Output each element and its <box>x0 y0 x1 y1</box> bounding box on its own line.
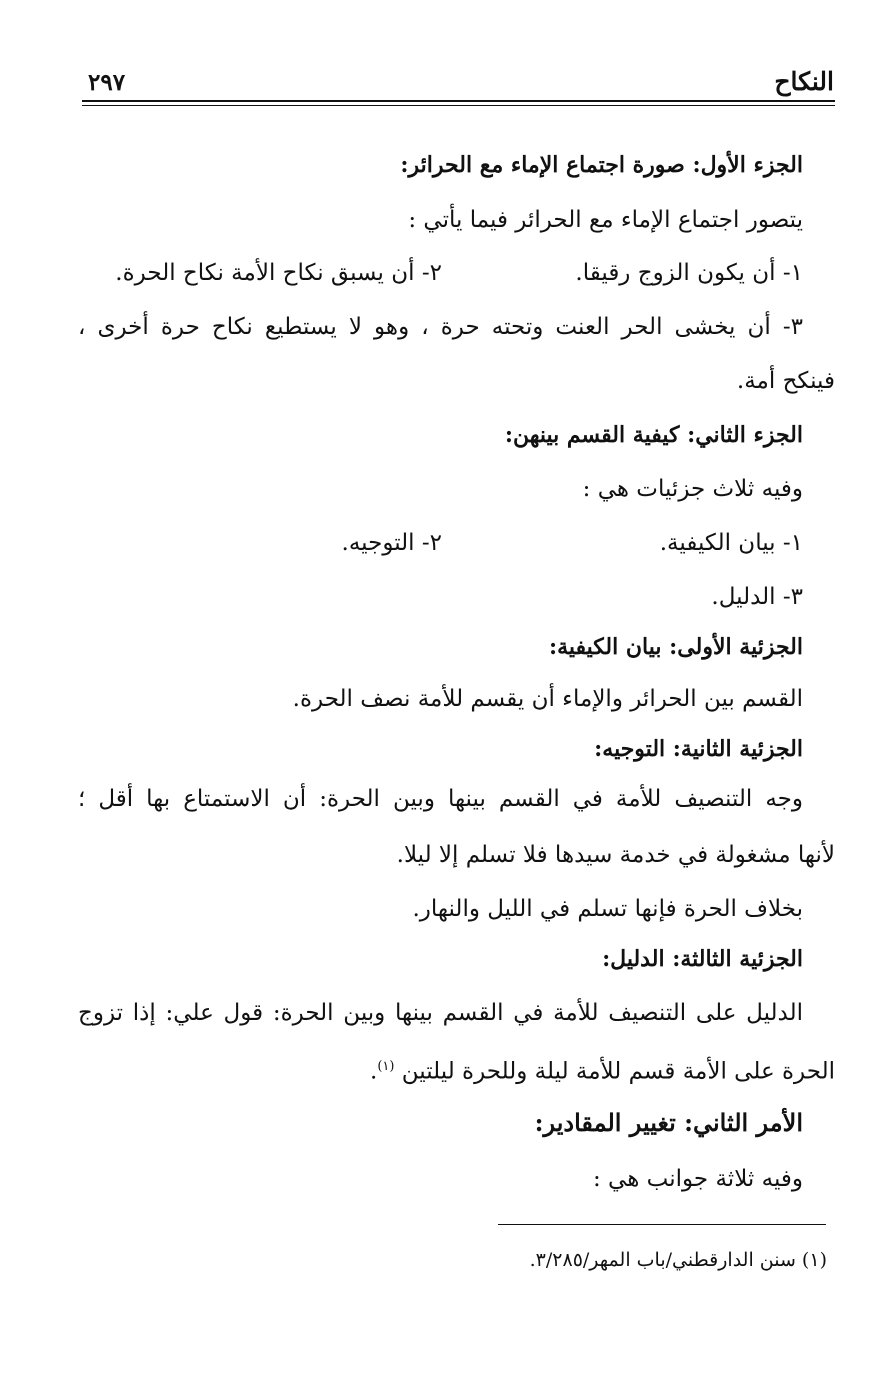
footnote-reference[interactable]: (١) <box>377 1059 395 1074</box>
list-item-2: ٢- أن يسبق نكاح الأمة نكاح الحرة. <box>115 260 442 286</box>
paragraph-line: يتصور اجتماع الإماء مع الحرائر فيما يأتي : <box>408 207 803 233</box>
paragraph-line: وفيه ثلاثة جوانب هي : <box>593 1166 803 1192</box>
paragraph-line: الدليل على التنصيف للأمة في القسم بينها وبين الحرة: قول علي: إذا تزوج <box>78 1000 803 1026</box>
sentence-end: . <box>370 1058 378 1085</box>
subsection-heading: الجزئية الثانية: التوجيه: <box>594 736 803 762</box>
subsection-heading: الجزئية الثالثة: الدليل: <box>602 946 803 972</box>
list-item-1: ١- بيان الكيفية. <box>659 530 803 556</box>
section-heading-second-matter: الأمر الثاني: تغيير المقادير: <box>534 1108 803 1137</box>
paragraph-line: لأنها مشغولة في خدمة سيدها فلا تسلم إلا ليلا. <box>396 842 835 868</box>
paragraph-line: بخلاف الحرة فإنها تسلم في الليل والنهار. <box>412 896 803 922</box>
paragraph-line <box>78 1050 835 1089</box>
footnote: (١) سنن الدارقطني/باب المهر/٣/٢٨٥. <box>529 1249 827 1271</box>
paragraph-line: فينكح أمة. <box>736 368 835 394</box>
page-number: ٢٩٧ <box>88 69 126 96</box>
list-item-3: ٣- الدليل. <box>711 584 803 610</box>
running-header-title: النكاح <box>774 67 834 96</box>
list-item-1: ١- أن يكون الزوج رقيقا. <box>575 260 803 286</box>
section-heading-part-one: الجزء الأول: صورة اجتماع الإماء مع الحرائر: <box>400 152 803 178</box>
footnote-separator <box>498 1224 826 1225</box>
header-rule <box>82 100 835 102</box>
paragraph-line: القسم بين الحرائر والإماء أن يقسم للأمة نصف الحرة. <box>292 686 803 712</box>
paragraph-text: الحرة على الأمة قسم للأمة ليلة وللحرة ليلتين <box>401 1058 835 1085</box>
subsection-heading: الجزئية الأولى: بيان الكيفية: <box>548 634 803 660</box>
list-item-3: ٣- أن يخشى الحر العنت وتحته حرة ، وهو لا يستطيع نكاح حرة أخرى ، <box>78 314 803 340</box>
list-item-2: ٢- التوجيه. <box>341 530 442 556</box>
section-heading-part-two: الجزء الثاني: كيفية القسم بينهن: <box>504 422 803 448</box>
header-rule-thin <box>82 105 835 106</box>
paragraph-line: وجه التنصيف للأمة في القسم بينها وبين الحرة: أن الاستمتاع بها أقل ؛ <box>78 786 803 812</box>
paragraph-line: وفيه ثلاث جزئيات هي : <box>582 476 803 502</box>
